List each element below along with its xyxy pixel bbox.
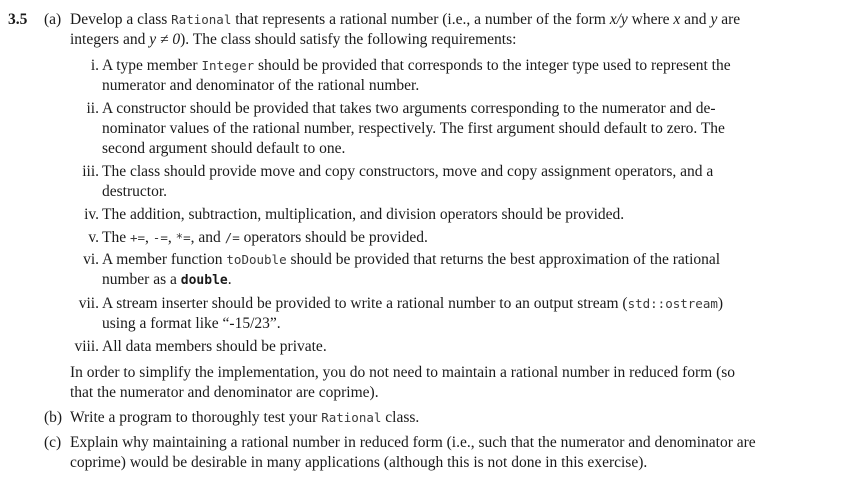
part-c-label: (c) [44,434,62,451]
item-text: A member function toDouble should be provided that returns the best approximation of the rational number as a double. [102,251,721,288]
item-label: iii. [82,163,99,180]
item-label: iv. [84,206,99,223]
item-label: ii. [86,100,99,117]
requirement-item [70,99,760,159]
requirement-item [70,294,760,334]
requirement-item [70,250,760,291]
item-text: A stream inserter should be provided to write a rational number to an output stream (std::ostream) using a format like “-15/23”. [102,295,724,332]
class-name-code: Rational [171,12,232,27]
item-text: All data members should be private. [102,338,327,355]
item-label: vii. [78,295,99,312]
part-a [44,10,764,50]
item-text: The class should provide move and copy constructors, move and copy assignment operators, and a destructor. [102,163,714,200]
item-label: viii. [74,338,99,355]
exercise-number: 3.5 [8,11,28,28]
part-a-label: (a) [44,11,62,28]
requirement-item [70,337,760,357]
item-label: v. [88,229,99,246]
item-text: A type member Integer should be provided that corresponds to the integer type used to represent the numerator and denominator of the rational number. [102,57,731,94]
implementation-note: In order to simplify the implementation, you do not need to maintain a rational number in reduced form (so that the numerator and denominator are coprime). [70,364,736,401]
part-c [44,433,764,473]
item-label: vi. [83,251,99,268]
item-text: A constructor should be provided that takes two arguments corresponding to the numerator and de-nominator values of the rational number, respectively. The first argument should default to zero. The second argument should default to one. [102,100,725,157]
part-b-text: Write a program to thoroughly test your Rational class. [70,409,420,426]
part-b-label: (b) [44,409,63,426]
item-label: i. [90,57,99,74]
requirement-item [70,162,760,202]
item-text: The addition, subtraction, multiplication, and division operators should be provided. [102,206,625,223]
part-a-text: Develop a class Rational that represents a rational number (i.e., a number of the form x/y where x and y are integers and y ≠ 0). The class should satisfy the following requirements: [70,11,741,48]
requirement-item [70,205,760,225]
requirement-item [70,228,760,248]
part-b [44,408,764,428]
requirement-item [70,56,760,96]
part-c-text: Explain why maintaining a rational number in reduced form (i.e., such that the numerator and denominator are coprime) would be desirable in many applications (although this is not done in this exercise). [70,434,756,471]
item-text: The +=, -=, *=, and /= operators should be provided. [102,229,428,246]
